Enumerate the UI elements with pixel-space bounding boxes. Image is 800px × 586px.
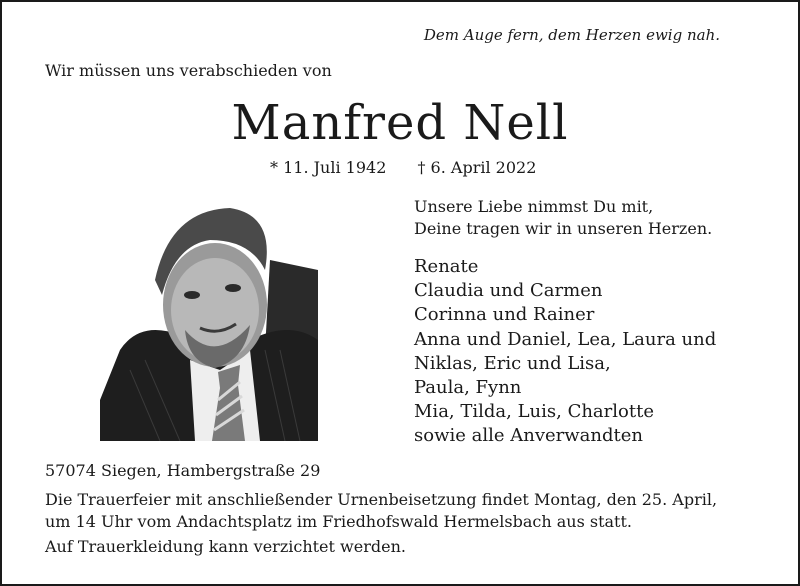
- mourner-line: sowie alle Anverwandten: [414, 425, 643, 447]
- portrait-photo: [100, 200, 318, 441]
- ceremony-line: um 14 Uhr vom Andachtsplatz im Friedhofswald Hermelsbach aus statt.: [45, 512, 632, 531]
- birth-date: * 11. Juli 1942: [270, 158, 387, 177]
- mourners-list: [414, 255, 716, 449]
- mourner-line: Mia, Tilda, Luis, Charlotte: [414, 401, 654, 423]
- ceremony-line: Die Trauerfeier mit anschließender Urnenbeisetzung findet Montag, den 25. April,: [45, 490, 718, 509]
- deceased-name: Manfred Nell: [231, 95, 569, 151]
- mourner-line: Renate: [414, 256, 479, 277]
- life-dates: [270, 158, 562, 177]
- address: 57074 Siegen, Hambergstraße 29: [45, 461, 321, 480]
- mourner-line: Claudia und Carmen: [414, 280, 603, 302]
- verse-line: Deine tragen wir in unseren Herzen.: [414, 219, 713, 238]
- motto: Dem Auge fern, dem Herzen ewig nah.: [423, 26, 720, 44]
- mourner-line: Corinna und Rainer: [414, 304, 595, 326]
- mourner-line: Niklas, Eric und Lisa,: [414, 352, 611, 374]
- death-date: † 6. April 2022: [417, 158, 537, 177]
- intro-line: Wir müssen uns verabschieden von: [45, 61, 332, 80]
- portrait-photo-icon: [100, 200, 318, 441]
- mourner-line: Paula, Fynn: [414, 377, 522, 399]
- attire-note: Auf Trauerkleidung kann verzichtet werden.: [45, 537, 406, 556]
- verse-line: Unsere Liebe nimmst Du mit,: [414, 197, 654, 216]
- verse: [414, 196, 712, 240]
- mourner-line: Anna und Daniel, Lea, Laura und: [414, 328, 717, 350]
- ceremony-notice: [45, 489, 765, 533]
